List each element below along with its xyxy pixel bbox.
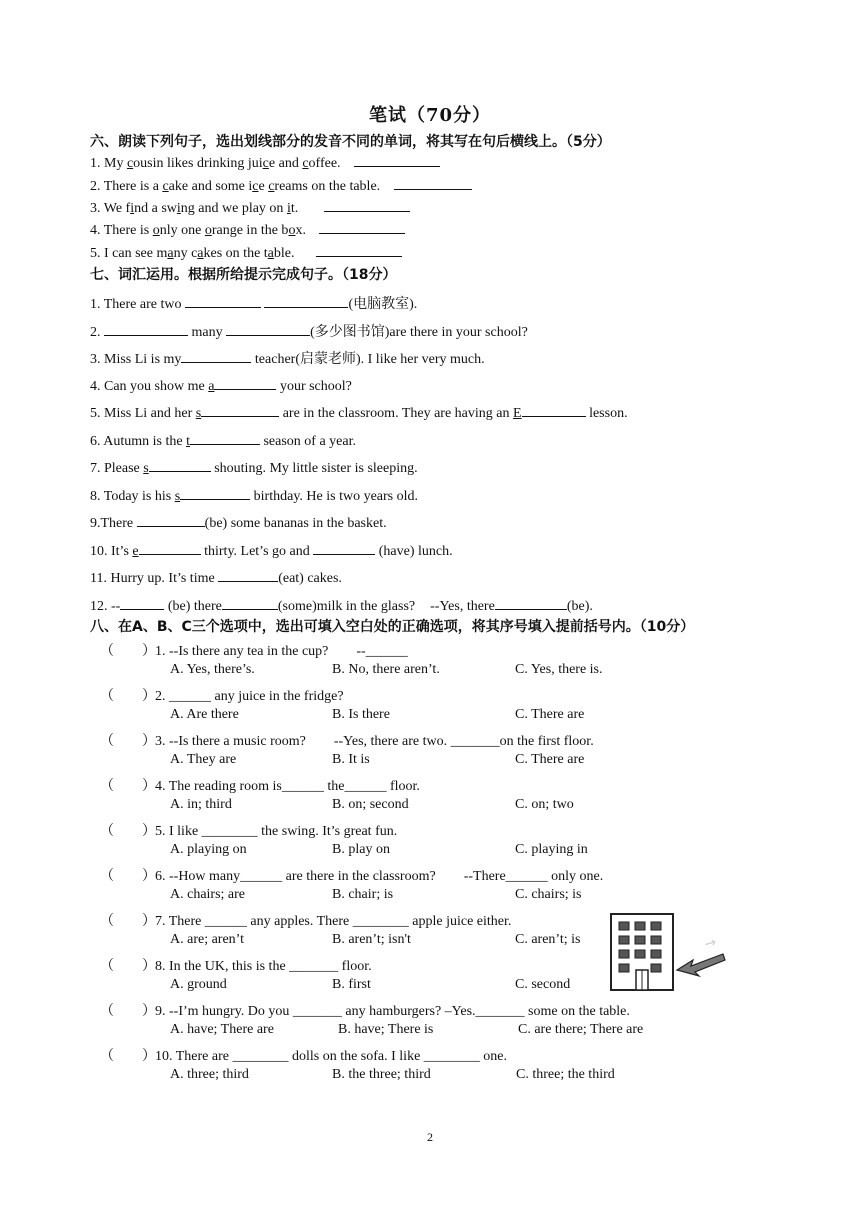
mc-option-b[interactable]: B. aren’t; isn't — [332, 932, 411, 947]
mc-option-a[interactable]: A. ground — [170, 977, 227, 992]
answer-blank[interactable] — [190, 431, 260, 445]
s6-line-3: 3. We find a swing and we play on it. — [90, 198, 410, 217]
answer-blank[interactable] — [104, 322, 188, 336]
mc-option-c[interactable]: C. There are — [515, 707, 585, 722]
answer-blank[interactable] — [316, 243, 402, 257]
mc-option-c[interactable]: C. aren’t; is — [515, 932, 581, 947]
answer-blank[interactable] — [222, 596, 278, 610]
mc-option-b[interactable]: B. on; second — [332, 797, 409, 812]
s7-line-10: 10. It’s e thirty. Let’s go and (have) lunch. — [90, 541, 453, 560]
s7-line-9: 9.There (be) some bananas in the basket. — [90, 513, 387, 532]
answer-blank[interactable] — [180, 486, 250, 500]
mc-option-a[interactable]: A. Yes, there’s. — [170, 662, 255, 677]
page-title: 笔试（70分） — [368, 105, 492, 126]
mc-option-b[interactable]: B. have; There is — [338, 1022, 434, 1037]
answer-blank[interactable] — [495, 596, 567, 610]
mc-question-5: （ ）5. I like ________ the swing. It’s great fun. — [100, 824, 398, 839]
mc-question-4: （ ）4. The reading room is______ the______ floor. — [100, 779, 420, 794]
s7-line-1: 1. There are two (电脑教室). — [90, 293, 417, 313]
mc-option-b[interactable]: B. first — [332, 977, 371, 992]
mc-option-c[interactable]: C. playing in — [515, 842, 588, 857]
mc-option-a[interactable]: A. have; There are — [170, 1022, 274, 1037]
mc-option-c[interactable]: C. second — [515, 977, 571, 992]
mc-option-a[interactable]: A. three; third — [170, 1067, 249, 1082]
answer-blank[interactable] — [218, 568, 278, 582]
mc-question-9: （ ）9. --I’m hungry. Do you _______ any hamburgers? –Yes._______ some on the table. — [100, 1004, 630, 1019]
answer-blank[interactable] — [324, 198, 410, 212]
mc-option-a[interactable]: A. Are there — [170, 707, 239, 722]
answer-blank[interactable] — [264, 294, 348, 308]
mc-question-10: （ ）10. There are ________ dolls on the sofa. I like ________ one. — [100, 1049, 508, 1064]
answer-blank[interactable] — [214, 376, 276, 390]
answer-blank[interactable] — [201, 403, 279, 417]
mc-option-b[interactable]: B. No, there aren’t. — [332, 662, 440, 677]
answer-blank[interactable] — [120, 596, 164, 610]
s7-line-3: 3. Miss Li is my teacher(启蒙老师). I like her very much. — [90, 348, 485, 368]
mc-option-c[interactable]: C. three; the third — [516, 1067, 615, 1082]
s6-line-1: 1. My cousin likes drinking juice and coffee. — [90, 153, 440, 172]
s7-line-5: 5. Miss Li and her s are in the classroom. They are having an E lesson. — [90, 403, 628, 422]
answer-blank[interactable] — [522, 403, 586, 417]
mc-option-a[interactable]: A. in; third — [170, 797, 232, 812]
mc-option-b[interactable]: B. play on — [332, 842, 390, 857]
s7-line-12: 12. -- (be) there (some)milk in the glass? --Yes, there (be). — [90, 596, 593, 615]
mc-option-c[interactable]: C. are there; There are — [518, 1022, 644, 1037]
answer-blank[interactable] — [394, 176, 472, 190]
mc-option-c[interactable]: C. chairs; is — [515, 887, 582, 902]
answer-blank[interactable] — [181, 349, 251, 363]
answer-blank[interactable] — [185, 294, 261, 308]
answer-blank[interactable] — [149, 458, 211, 472]
answer-blank[interactable] — [226, 322, 310, 336]
svg-text:↗: ↗ — [701, 933, 720, 954]
answer-blank[interactable] — [319, 220, 405, 234]
s7-line-8: 8. Today is his s birthday. He is two years old. — [90, 486, 418, 505]
s7-line-2: 2. many (多少图书馆)are there in your school? — [90, 321, 528, 341]
mc-question-3: （ ）3. --Is there a music room? --Yes, there are two. _______on the first floor. — [100, 734, 594, 749]
section-eight-heading: 八、在A、B、C三个选项中，选出可填入空白处的正确选项，将其序号填入提前括号内。（10分） — [90, 619, 695, 635]
s7-line-7: 7. Please s shouting. My little sister is sleeping. — [90, 458, 418, 477]
mc-option-b[interactable]: B. the three; third — [332, 1067, 431, 1082]
answer-blank[interactable] — [313, 541, 375, 555]
s7-line-6: 6. Autumn is the t season of a year. — [90, 431, 356, 450]
mc-option-a[interactable]: A. are; aren’t — [170, 932, 244, 947]
mc-question-7: （ ）7. There ______ any apples. There ________ apple juice either. — [100, 914, 512, 929]
section-six-heading: 六、朗读下列句子，选出划线部分的发音不同的单词，将其写在句后横线上。（5分） — [90, 134, 611, 150]
building-with-arrow-icon — [605, 910, 730, 992]
page-number: 2 — [427, 1130, 433, 1144]
answer-blank[interactable] — [354, 153, 440, 167]
mc-option-a[interactable]: A. chairs; are — [170, 887, 246, 902]
section-seven-heading: 七、词汇运用。根据所给提示完成句子。（18分） — [90, 267, 397, 283]
mc-option-b[interactable]: B. It is — [332, 752, 370, 767]
mc-question-8: （ ）8. In the UK, this is the _______ floor. — [100, 959, 372, 974]
mc-option-c[interactable]: C. There are — [515, 752, 585, 767]
s6-line-2: 2. There is a cake and some ice creams on the table. — [90, 176, 472, 195]
mc-question-6: （ ）6. --How many______ are there in the classroom? --There______ only one. — [100, 869, 604, 884]
mc-option-b[interactable]: B. chair; is — [332, 887, 394, 902]
mc-option-a[interactable]: A. playing on — [170, 842, 247, 857]
mc-option-c[interactable]: C. Yes, there is. — [515, 662, 603, 677]
s6-line-5: 5. I can see many cakes on the table. — [90, 243, 402, 262]
answer-blank[interactable] — [139, 541, 201, 555]
mc-option-a[interactable]: A. They are — [170, 752, 237, 767]
s7-line-11: 11. Hurry up. It’s time (eat) cakes. — [90, 568, 342, 587]
s7-line-4: 4. Can you show me a your school? — [90, 376, 352, 395]
s6-line-4: 4. There is only one orange in the box. — [90, 220, 405, 239]
mc-option-c[interactable]: C. on; two — [515, 797, 574, 812]
mc-option-b[interactable]: B. Is there — [332, 707, 390, 722]
mc-question-2: （ ）2. ______ any juice in the fridge? — [100, 689, 344, 704]
answer-blank[interactable] — [137, 513, 205, 527]
mc-question-1: （ ）1. --Is there any tea in the cup? --______ — [100, 644, 408, 659]
